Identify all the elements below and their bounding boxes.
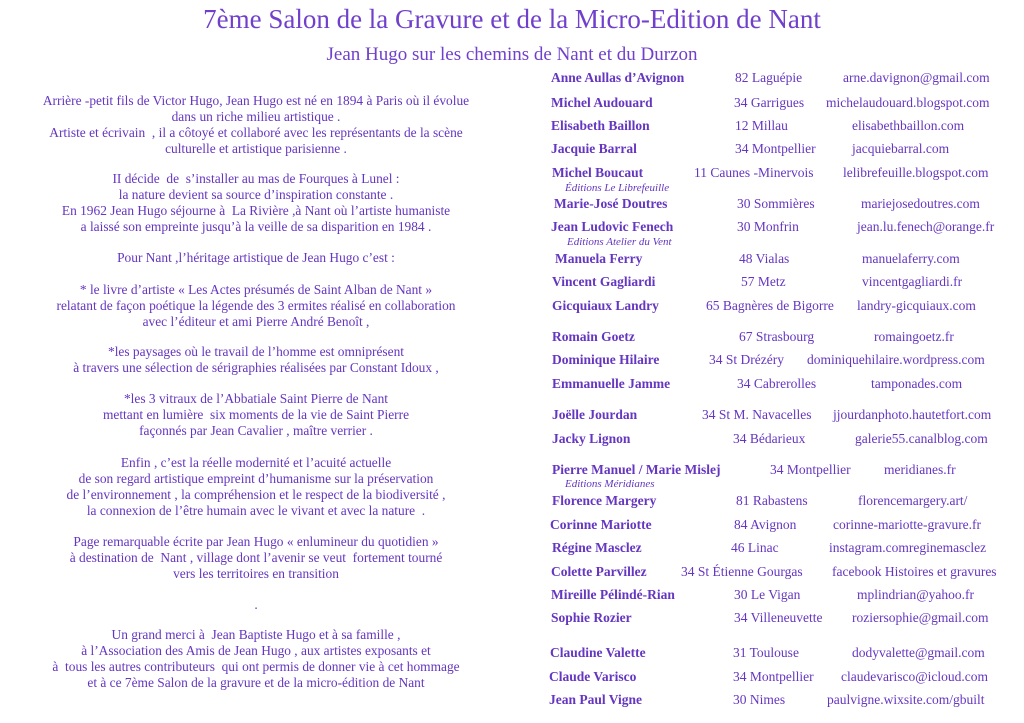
artist-name: Romain Goetz — [552, 329, 635, 344]
artist-row — [0, 517, 1024, 535]
text-line: à travers une sélection de sérigraphies réalisées par Constant Idoux , — [73, 360, 439, 375]
artist-contact[interactable]: florencemargery.art/ — [858, 493, 968, 508]
page-subtitle: Jean Hugo sur les chemins de Nant et du Durzon — [326, 44, 698, 65]
artist-contact[interactable]: facebook Histoires et gravures — [832, 564, 997, 579]
artist-place: 31 Toulouse — [733, 645, 799, 660]
artist-place: 65 Bagnères de Bigorre — [706, 298, 834, 313]
artist-name: Florence Margery — [552, 493, 657, 508]
text-line: de l’environnement , la compréhension et le respect de la biodiversité , — [66, 487, 446, 502]
artist-place: 34 St Étienne Gourgas — [681, 564, 803, 579]
artist-contact[interactable]: roziersophie@gmail.com — [852, 610, 989, 625]
text-line: de son regard artistique empreint d’humanisme sur la préservation — [78, 471, 434, 486]
artist-row — [0, 251, 1024, 269]
artist-name: Joëlle Jourdan — [552, 407, 638, 422]
artist-contact[interactable]: michelaudouard.blogspot.com — [826, 95, 990, 110]
text-line: à destination de Nant , village dont l’avenir se veut fortement tourné — [69, 550, 443, 565]
text-line: dans un riche milieu artistique . — [171, 109, 341, 124]
text-line: vers les territoires en transition — [173, 566, 339, 581]
artist-name: Colette Parvillez — [551, 564, 647, 579]
publisher-note: Editions Atelier du Vent — [567, 236, 672, 248]
artist-contact[interactable]: corinne-mariotte-gravure.fr — [833, 517, 982, 532]
artist-row — [0, 274, 1024, 292]
text-line: Arrière -petit fils de Victor Hugo, Jean Hugo est né en 1894 à Paris où il évolue — [42, 93, 470, 108]
text-line: la connexion de l’être humain avec le vivant et avec la nature . — [86, 503, 426, 518]
artist-place: 12 Millau — [735, 118, 788, 133]
artist-place: 67 Strasbourg — [739, 329, 815, 344]
text-line: Page remarquable écrite par Jean Hugo « enlumineur du quotidien » — [73, 534, 439, 549]
text-line: . — [254, 597, 258, 612]
artist-row — [0, 540, 1024, 558]
artist-place: 34 St Drézéry — [709, 352, 784, 367]
artist-name: Claude Varisco — [549, 669, 637, 684]
artist-place: 48 Vialas — [739, 251, 790, 266]
artist-contact[interactable]: jacquiebarral.com — [852, 141, 950, 156]
artist-row — [0, 645, 1024, 663]
artist-name: Mireille Pélindé-Rian — [551, 587, 675, 602]
artist-contact[interactable]: mariejosedoutres.com — [861, 196, 980, 211]
artist-row — [0, 70, 1024, 88]
artist-contact[interactable]: mplindrian@yahoo.fr — [857, 587, 975, 602]
artist-place: 34 Montpellier — [735, 141, 816, 156]
text-line: Pour Nant ,l’héritage artistique de Jean Hugo c’est : — [117, 250, 395, 265]
artist-contact[interactable]: meridianes.fr — [884, 462, 956, 477]
text-line: Enfin , c’est la réelle modernité et l’acuité actuelle — [120, 455, 392, 470]
artist-name: Dominique Hilaire — [552, 352, 660, 367]
text-line: culturelle et artistique parisienne . — [165, 141, 347, 156]
artist-place: 30 Sommières — [737, 196, 815, 211]
text-line: à tous les autres contributeurs qui ont permis de donner vie à cet hommage — [52, 659, 460, 674]
artist-contact[interactable]: paulvigne.wixsite.com/gbuilt — [827, 692, 985, 707]
artist-contact[interactable]: vincentgagliardi.fr — [862, 274, 963, 289]
artist-row — [0, 95, 1024, 113]
artist-row — [0, 493, 1024, 511]
artist-row — [0, 329, 1024, 347]
artist-place: 30 Le Vigan — [734, 587, 801, 602]
artist-row — [0, 196, 1024, 214]
artist-name: Pierre Manuel / Marie Mislej — [552, 462, 721, 477]
artist-place: 34 Cabrerolles — [737, 376, 817, 391]
artist-place: 34 Garrigues — [734, 95, 805, 110]
artist-row — [0, 692, 1024, 710]
artist-row — [0, 407, 1024, 425]
artist-row — [0, 141, 1024, 159]
artist-place: 11 Caunes -Minervois — [694, 165, 814, 180]
artist-place: 34 Montpellier — [770, 462, 851, 477]
artist-contact[interactable]: dodyvalette@gmail.com — [852, 645, 985, 660]
artist-place: 34 St M. Navacelles — [702, 407, 812, 422]
artist-place: 34 Montpellier — [733, 669, 814, 684]
artist-row — [0, 462, 1024, 480]
text-line: *les 3 vitraux de l’Abbatiale Saint Pierre de Nant — [123, 391, 388, 406]
artist-name: Claudine Valette — [550, 645, 646, 660]
artist-name: Vincent Gagliardi — [552, 274, 656, 289]
artist-name: Michel Audouard — [551, 95, 653, 110]
artist-name: Manuela Ferry — [555, 251, 643, 266]
publisher-note: Éditions Le Librefeuille — [565, 182, 670, 194]
artist-contact[interactable]: galerie55.canalblog.com — [855, 431, 988, 446]
artist-row — [0, 352, 1024, 370]
artist-row — [0, 431, 1024, 449]
artist-row — [0, 376, 1024, 394]
artist-row — [0, 610, 1024, 628]
artist-row — [0, 669, 1024, 687]
text-line: la nature devient sa source d’inspiration constante . — [118, 187, 394, 202]
text-line: En 1962 Jean Hugo séjourne à La Rivière ,à Nant où l’artiste humaniste — [61, 203, 451, 218]
artist-name: Gicquiaux Landry — [552, 298, 659, 313]
artist-name: Emmanuelle Jamme — [552, 376, 671, 391]
artist-place: 82 Laguépie — [735, 70, 803, 85]
artist-name: Corinne Mariotte — [550, 517, 652, 532]
artist-place: 34 Villeneuvette — [734, 610, 823, 625]
artist-contact[interactable]: tamponades.com — [871, 376, 963, 391]
artist-name: Sophie Rozier — [551, 610, 632, 625]
artist-name: Régine Masclez — [552, 540, 642, 555]
artist-contact[interactable]: dominiquehilaire.wordpress.com — [807, 352, 985, 367]
artist-place: 81 Rabastens — [736, 493, 808, 508]
artist-contact[interactable]: lelibrefeuille.blogspot.com — [843, 165, 989, 180]
text-line: II décide de s’installer au mas de Fourques à Lunel : — [112, 171, 400, 186]
artist-name: Jean Paul Vigne — [549, 692, 643, 707]
artist-place: 84 Avignon — [734, 517, 797, 532]
artist-row — [0, 118, 1024, 136]
publisher-note: Editions Méridianes — [565, 478, 655, 490]
artist-place: 30 Nimes — [733, 692, 786, 707]
text-line: façonnés par Jean Cavalier , maître verrier . — [139, 423, 373, 438]
artist-place: 34 Bédarieux — [733, 431, 806, 446]
text-line: relatant de façon poétique la légende des 3 ermites réalisé en collaboration — [56, 298, 456, 313]
page-title: 7ème Salon de la Gravure et de la Micro-Edition de Nant — [203, 4, 821, 34]
artist-contact[interactable]: manuelaferry.com — [862, 251, 960, 266]
artist-contact[interactable]: jjourdanphoto.hautetfort.com — [833, 407, 992, 422]
text-line: *les paysages où le travail de l’homme est omniprésent — [108, 344, 404, 359]
artist-row — [0, 298, 1024, 316]
artist-contact[interactable]: elisabethbaillon.com — [852, 118, 965, 133]
artist-contact[interactable]: landry-gicquiaux.com — [857, 298, 976, 313]
artist-name: Anne Aullas d’Avignon — [551, 70, 685, 85]
artist-contact[interactable]: arne.davignon@gmail.com — [843, 70, 990, 85]
artist-contact[interactable]: romaingoetz.fr — [874, 329, 954, 344]
text-line: Un grand merci à Jean Baptiste Hugo et à sa famille , — [111, 627, 401, 642]
text-line: a laissé son empreinte jusqu’à la veille de sa disparition en 1984 . — [80, 219, 432, 234]
artist-row — [0, 587, 1024, 605]
text-line: avec l’éditeur et ami Pierre André Benoît , — [142, 314, 370, 329]
text-line: et à ce 7ème Salon de la gravure et de la micro-édition de Nant — [87, 675, 425, 690]
artist-name: Jacky Lignon — [552, 431, 631, 446]
text-line: à l’Association des Amis de Jean Hugo , aux artistes exposants et — [81, 643, 431, 658]
artist-name: Jacquie Barral — [551, 141, 637, 156]
artist-name: Michel Boucaut — [552, 165, 644, 180]
artist-contact[interactable]: jean.lu.fenech@orange.fr — [857, 219, 995, 234]
artist-name: Jean Ludovic Fenech — [551, 219, 674, 234]
artist-contact[interactable]: claudevarisco@icloud.com — [841, 669, 989, 684]
text-line: mettant en lumière six moments de la vie de Saint Pierre — [102, 407, 410, 422]
artist-name: Elisabeth Baillon — [551, 118, 650, 133]
artist-contact[interactable]: instagram.comreginemasclez — [829, 540, 987, 555]
artist-row — [0, 564, 1024, 582]
artist-row — [0, 219, 1024, 237]
artist-place: 57 Metz — [741, 274, 786, 289]
artist-place: 30 Monfrin — [737, 219, 799, 234]
text-line: Artiste et écrivain , il a côtoyé et collaboré avec les représentants de la scène — [49, 125, 463, 140]
text-line: * le livre d’artiste « Les Actes présumés de Saint Alban de Nant » — [79, 282, 433, 297]
artist-row — [0, 165, 1024, 183]
artist-name: Marie-José Doutres — [554, 196, 668, 211]
artist-place: 46 Linac — [731, 540, 779, 555]
